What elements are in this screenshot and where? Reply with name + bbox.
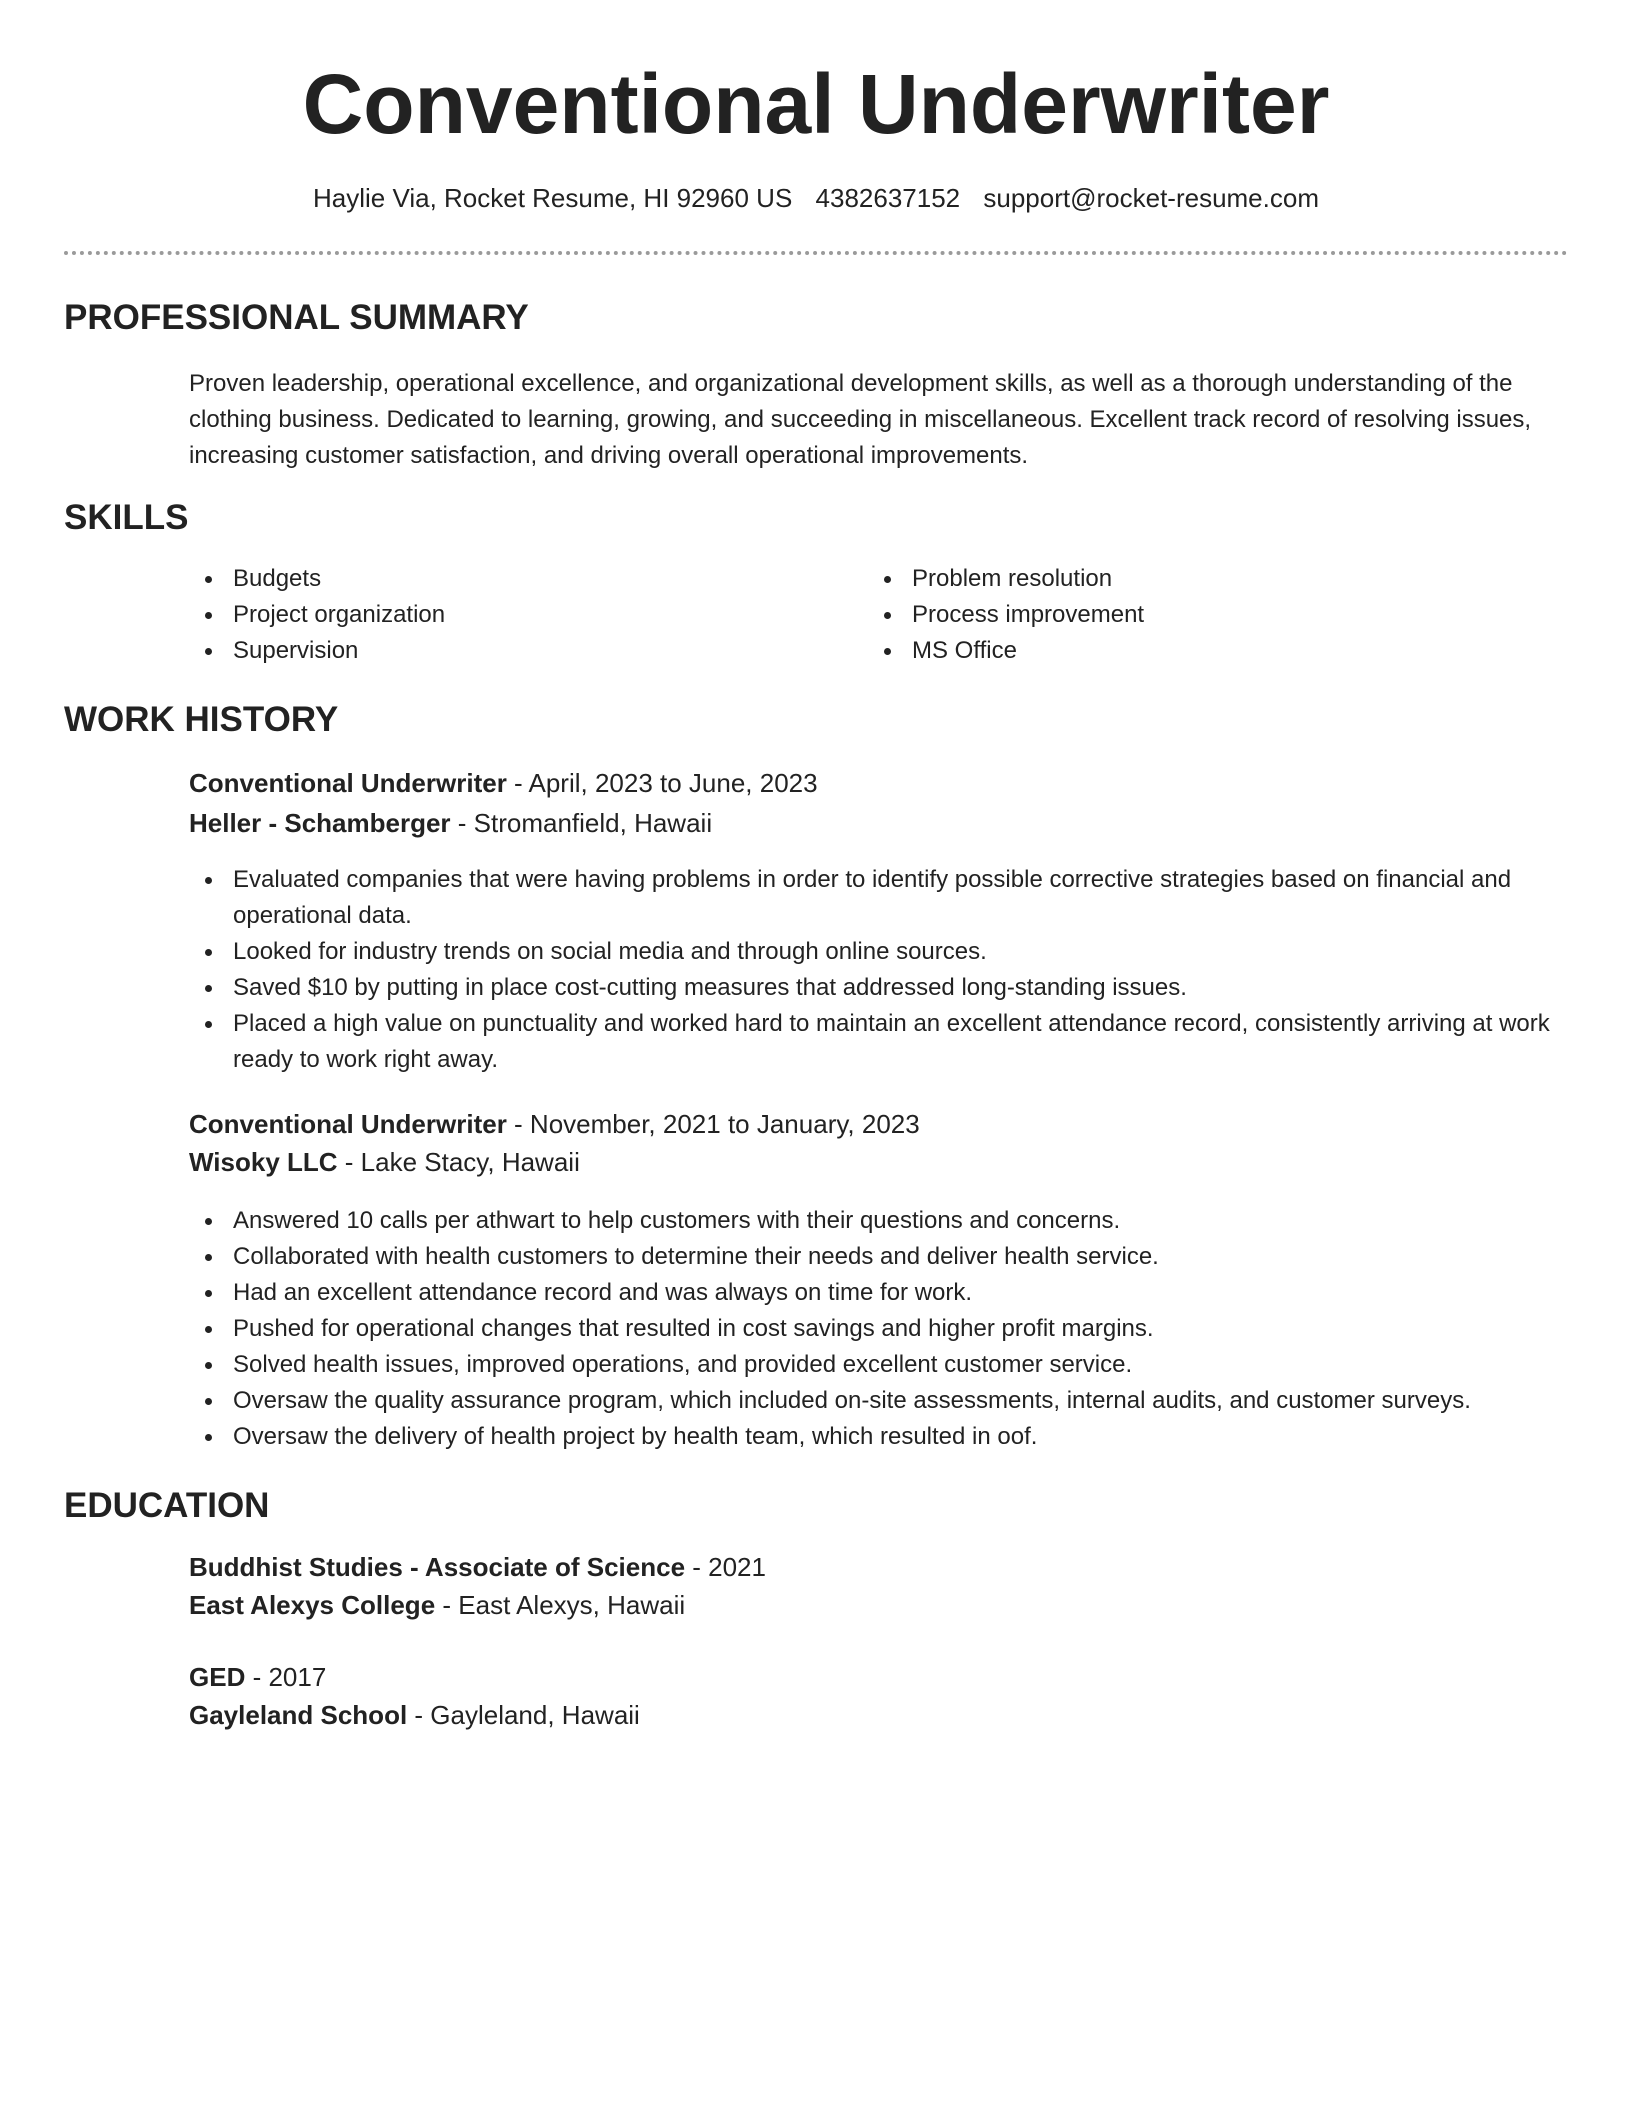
job-role: Conventional Underwriter (189, 768, 507, 798)
job-title-line (189, 1106, 920, 1142)
education-school-line (189, 1697, 640, 1733)
job-company: Heller - Schamberger (189, 808, 451, 838)
contact-phone: 4382637152 (815, 183, 961, 213)
job-bullet: Looked for industry trends on social media and through online sources. (189, 934, 1569, 970)
job-title-line (189, 765, 818, 801)
job-location: - Stromanfield, Hawaii (450, 808, 713, 838)
skill-item: Supervision (189, 633, 829, 669)
job-company: Wisoky LLC (189, 1147, 338, 1177)
job-bullet: Oversaw the delivery of health project by health team, which resulted in oof. (189, 1419, 1569, 1455)
job-bullet: Saved $10 by putting in place cost-cutting measures that addressed long-standing issues. (189, 970, 1569, 1006)
job-bullet: Evaluated companies that were having problems in order to identify possible corrective strategies based on financial and operational data. (189, 862, 1569, 934)
job-bullet: Placed a high value on punctuality and worked hard to maintain an excellent attendance record, consistently arriving at work ready to work right away. (189, 1006, 1569, 1078)
education-year: - 2017 (245, 1662, 327, 1692)
education-degree-line (189, 1549, 766, 1585)
skills-list-right (868, 561, 1508, 669)
education-location: - East Alexys, Hawaii (435, 1590, 686, 1620)
job-dates: - November, 2021 to January, 2023 (506, 1109, 920, 1139)
education-year: - 2021 (685, 1552, 766, 1582)
job-bullets (189, 1203, 1569, 1455)
job-role: Conventional Underwriter (189, 1109, 507, 1139)
contact-email: support@rocket-resume.com (983, 183, 1319, 213)
education-degree: Buddhist Studies - Associate of Science (189, 1552, 686, 1582)
education-degree: GED (189, 1662, 246, 1692)
skills-heading: SKILLS (64, 498, 189, 537)
skill-item: Budgets (189, 561, 829, 597)
skill-item: Problem resolution (868, 561, 1508, 597)
job-dates: - April, 2023 to June, 2023 (506, 768, 818, 798)
job-company-line (189, 805, 712, 841)
skill-item: MS Office (868, 633, 1508, 669)
contact-line (0, 180, 1632, 216)
education-location: - Gayleland, Hawaii (407, 1700, 640, 1730)
skill-item: Project organization (189, 597, 829, 633)
education-heading: EDUCATION (64, 1486, 270, 1525)
job-bullet: Answered 10 calls per athwart to help customers with their questions and concerns. (189, 1203, 1569, 1239)
education-school: Gayleland School (189, 1700, 408, 1730)
contact-address: Haylie Via, Rocket Resume, HI 92960 US (312, 183, 793, 213)
job-bullet: Solved health issues, improved operations, and provided excellent customer service. (189, 1347, 1569, 1383)
skill-item: Process improvement (868, 597, 1508, 633)
job-bullet: Had an excellent attendance record and was always on time for work. (189, 1275, 1569, 1311)
job-bullets (189, 862, 1569, 1078)
job-bullet: Oversaw the quality assurance program, which included on-site assessments, internal audits, and customer surveys. (189, 1383, 1569, 1419)
skills-list-left (189, 561, 829, 669)
job-bullet: Collaborated with health customers to determine their needs and deliver health service. (189, 1239, 1569, 1275)
summary-text: Proven leadership, operational excellence, and organizational development skills, as well as a thorough understanding of the clothing business. Dedicated to learning, growing, and succeeding in miscellaneous. Excellent track record of resolving issues, increasing customer satisfaction, and driving overall operational improvements. (189, 370, 1532, 469)
education-school-line (189, 1587, 685, 1623)
education-degree-line (189, 1659, 326, 1695)
job-location: - Lake Stacy, Hawaii (337, 1147, 580, 1177)
work-history-heading: WORK HISTORY (64, 700, 339, 739)
job-bullet: Pushed for operational changes that resulted in cost savings and higher profit margins. (189, 1311, 1569, 1347)
job-company-line (189, 1144, 580, 1180)
header-divider (64, 251, 1568, 255)
summary-heading: PROFESSIONAL SUMMARY (64, 298, 529, 337)
resume-name-title: Conventional Underwriter (302, 57, 1330, 151)
education-school: East Alexys College (189, 1590, 436, 1620)
